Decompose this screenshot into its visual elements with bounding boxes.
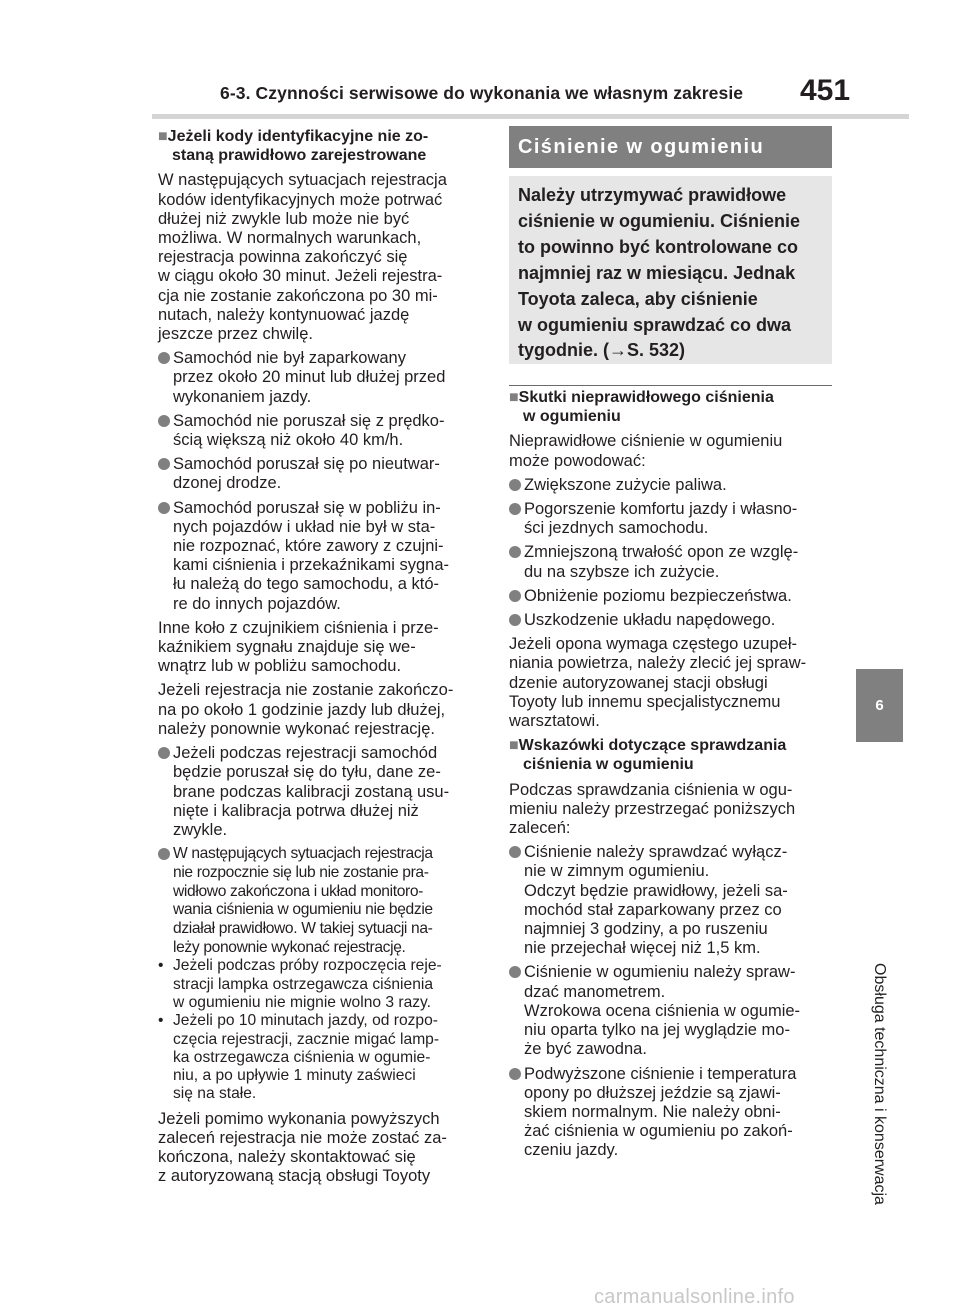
text-line: Ciśnienie należy sprawdzać wyłącz- — [524, 843, 788, 862]
text-line: działał prawidłowo. W takiej sytuacji na- — [173, 919, 433, 937]
text-line: Pogorszenie komfortu jazdy i własno- — [524, 500, 798, 519]
bullet-item — [158, 499, 480, 614]
text-line: ■Skutki nieprawidłowego ciśnienia — [509, 389, 774, 406]
text-line: Zwiększone zużycie paliwa. — [524, 475, 727, 494]
text-line: to powinno być kontrolowane co — [518, 236, 799, 257]
text-line: kaźnikiem sygnału znajduje się we- — [158, 638, 416, 657]
text-line: z autoryzowaną stacją obsługi Toyoty — [158, 1167, 431, 1186]
bullet-dot-icon — [509, 479, 521, 491]
text-line: Samochód poruszał się w pobliżu in- — [173, 498, 441, 517]
text-line: cja nie zostanie zakończona po 30 mi- — [158, 286, 438, 305]
text-line: przez około 20 minut lub dłużej przed — [173, 368, 446, 387]
text-line: ciśnienie w ogumieniu. Ciśnienie — [518, 210, 801, 231]
bullet-dot-icon — [509, 966, 521, 978]
right-column — [509, 388, 832, 1166]
intro-box — [509, 176, 832, 364]
text-line: niu, a po upływie 1 minuty zaświeci — [173, 1067, 416, 1085]
paragraph — [158, 619, 480, 677]
subheading — [509, 736, 832, 774]
square-bullet-icon: ■ — [509, 737, 519, 755]
text-line: zwykle. — [173, 820, 228, 839]
text-line: kami ciśnienia i przekaźnikami sygna- — [173, 556, 450, 575]
text-line: Uszkodzenie układu napędowego. — [524, 611, 776, 630]
paragraph — [158, 1110, 480, 1187]
sub-bullet-item — [158, 1012, 480, 1103]
paragraph — [158, 171, 480, 344]
paragraph — [509, 432, 832, 470]
section-title-band: Ciśnienie w ogumieniu — [509, 126, 832, 168]
text-line: będzie poruszał się do tyłu, dane ze- — [173, 763, 441, 782]
text-line: Jeżeli podczas rejestracji samochód — [173, 744, 438, 763]
text-line: kończona, należy skontaktować się — [158, 1148, 416, 1167]
text-line: brane podczas kalibracji zostaną usu- — [173, 782, 450, 801]
text-line: leży ponownie wykonać rejestrację. — [173, 938, 406, 956]
text-line: Ciśnienie w ogumieniu należy spraw- — [524, 963, 796, 982]
text-line: stracji lampka ostrzegawcza ciśnienia — [173, 975, 433, 993]
page-number: 451 — [800, 74, 851, 107]
bullet-item — [509, 843, 832, 958]
text-line: mieniu należy przestrzegać poniższych — [509, 799, 796, 818]
text-line: wykonaniem jazdy. — [173, 387, 312, 406]
sub-bullet-item — [158, 957, 480, 1012]
text-line: nutach, należy kontynuować jazdę — [158, 305, 410, 324]
text-line: w ogumieniu — [523, 408, 621, 426]
bullet-dot-icon — [158, 458, 170, 470]
bullet-dot-icon — [158, 502, 170, 514]
text-line: ka ostrzegawcza ciśnienia w ogumie- — [173, 1048, 431, 1066]
bullet-dot-icon — [509, 546, 521, 558]
paragraph — [509, 781, 832, 839]
text-line: mochód stał zaparkowany przez co — [524, 900, 782, 919]
text-line: ciśnienia w ogumieniu — [523, 756, 694, 774]
text-line: Jeżeli opona wymaga częstego uzupeł- — [509, 635, 798, 654]
text-line: częcia rejestracji, zacznie migać lamp- — [173, 1030, 440, 1048]
text-line: ści jezdnych samochodu. — [524, 519, 709, 538]
text-line: dzenie autoryzowanej stacji obsługi — [509, 673, 768, 692]
text-line: nie przejechał więcej niż 1,5 km. — [524, 939, 761, 958]
bullet-item — [158, 845, 480, 957]
text-line: rejestracja powinna zakończyć się — [158, 248, 408, 267]
text-line: Zmniejszoną trwałość opon ze wzglę- — [524, 543, 799, 562]
bullet-dot-icon — [509, 1068, 521, 1080]
bullet-dot-icon — [509, 503, 521, 515]
text-line: najmniej raz w miesiącu. Jednak — [518, 262, 796, 283]
text-line: może powodować: — [509, 451, 646, 470]
text-line: Toyoty lub innemu specjalistycznemu — [509, 692, 781, 711]
bullet-item — [509, 500, 832, 538]
text-line: Należy utrzymywać prawidłowe — [518, 185, 787, 205]
text-line: tygodnie. (→S. 532) — [518, 340, 686, 361]
bullet-dot-icon — [158, 848, 170, 860]
text-line: Inne koło z czujnikiem ciśnienia i prze- — [158, 618, 439, 637]
bullet-dot-icon — [158, 747, 170, 759]
bullet-item — [158, 412, 480, 450]
bullet-item — [509, 587, 832, 606]
chapter-side-label: Obsługa techniczna i konserwacja — [871, 963, 888, 1205]
bullet-item — [509, 963, 832, 1059]
text-line: dłużej niż zwykle lub może nie być — [158, 209, 410, 228]
small-bullet-icon: • — [158, 957, 164, 975]
text-line: Podwyższone ciśnienie i temperatura — [524, 1064, 797, 1083]
text-line: dzonej drodze. — [173, 474, 282, 493]
text-line: na po około 1 godzinie jazdy lub dłużej, — [158, 700, 446, 719]
text-line: Samochód nie był zaparkowany — [173, 349, 406, 368]
text-line: wnątrz lub w pobliżu samochodu. — [158, 657, 402, 676]
text-line: nie w zimnym ogumieniu. — [524, 862, 710, 881]
text-line: dzać manometrem. — [524, 982, 666, 1001]
text-line: widłowo zakończona i układ monitoro- — [173, 882, 424, 900]
text-line: zaleceń: — [509, 819, 571, 838]
text-line: Nieprawidłowe ciśnienie w ogumieniu — [509, 432, 783, 451]
square-bullet-icon: ■ — [158, 128, 168, 145]
text-line: re do innych pojazdów. — [173, 594, 341, 613]
text-line: w ogumieniu nie mignie wolno 3 razy. — [173, 993, 432, 1011]
text-line: w ogumieniu sprawdzać co dwa — [518, 314, 792, 335]
text-line: niu oparta tylko na jej wyglądzie mo- — [524, 1021, 790, 1040]
text-line: w ciągu około 30 minut. Jeżeli rejestra- — [158, 267, 443, 286]
text-line: Odczyt będzie prawidłowy, jeżeli sa- — [524, 881, 788, 900]
text-line: wania ciśnienia w ogumieniu nie będzie — [173, 901, 433, 919]
text-line: nie rozpoznać, które zawory z czujni- — [173, 537, 444, 556]
text-line: opony po dłuższej jeździe są zjawi- — [524, 1083, 781, 1102]
text-line: kodów identyfikacyjnych może potrwać — [158, 190, 443, 209]
text-line: łu należą do tego samochodu, a któ- — [173, 575, 440, 594]
bullet-item — [509, 543, 832, 581]
text-line: Jeżeli rejestracja nie zostanie zakończo- — [158, 681, 454, 700]
text-line: Jeżeli pomimo wykonania powyższych — [158, 1109, 440, 1128]
subheading — [158, 127, 480, 165]
text-line: Samochód poruszał się po nieutwar- — [173, 455, 440, 474]
text-line: należy ponownie wykonać rejestrację. — [158, 719, 435, 738]
bullet-dot-icon — [509, 846, 521, 858]
paragraph — [158, 681, 480, 739]
text-line: Jeżeli po 10 minutach jazdy, od rozpo- — [173, 1012, 438, 1030]
text-line: Obniżenie poziomu bezpieczeństwa. — [524, 586, 792, 605]
text-line: W następujących sytuacjach rejestracja — [173, 845, 433, 863]
text-line: ■Wskazówki dotyczące sprawdzania — [509, 737, 787, 755]
text-line: warsztatowi. — [509, 712, 600, 731]
bullet-dot-icon — [509, 590, 521, 602]
bullet-dot-icon — [158, 415, 170, 427]
text-line: niania powietrza, należy zlecić jej spraw- — [509, 654, 807, 673]
section-header-title: 6-3. Czynności serwisowe do wykonania we własnym zakresie — [220, 83, 744, 103]
text-line: że być zawodna. — [524, 1040, 647, 1059]
bullet-item — [509, 476, 832, 495]
chapter-tab — [856, 669, 903, 742]
text-line: zaleceń rejestracja nie może zostać za- — [158, 1128, 447, 1147]
paragraph — [509, 635, 832, 731]
bullet-item — [158, 744, 480, 840]
text-line: się na stałe. — [173, 1085, 257, 1103]
text-line: jeszcze przez chwilę. — [158, 325, 313, 344]
text-line: nięte i kalibracja potrwa dłużej niż — [173, 801, 419, 820]
text-line: Wzrokowa ocena ciśnienia w ogumie- — [524, 1001, 801, 1020]
text-line: żać ciśnienia w ogumieniu po zakoń- — [524, 1122, 793, 1141]
bullet-item — [158, 455, 480, 493]
text-line: nie rozpocznie się lub nie zostanie pra- — [173, 863, 429, 881]
square-bullet-icon: ■ — [509, 389, 519, 406]
bullet-dot-icon — [158, 352, 170, 364]
text-line: najmniej 3 godziny, a po ruszeniu — [524, 920, 768, 939]
text-line: ■Jeżeli kody identyfikacyjne nie zo- — [158, 128, 429, 145]
subheading — [509, 388, 832, 426]
watermark-text: carmanualsonline.info — [594, 1286, 795, 1308]
text-line: możliwa. W normalnych warunkach, — [158, 229, 422, 248]
bullet-item — [509, 611, 832, 630]
text-line: du na szybsze ich zużycie. — [524, 562, 720, 581]
bullet-item — [158, 349, 480, 407]
bullet-dot-icon — [509, 614, 521, 626]
text-line: W następujących sytuacjach rejestracja — [158, 171, 447, 190]
text-line: Toyota zaleca, aby ciśnienie — [518, 288, 758, 309]
text-line: nych pojazdów i układ nie był w sta- — [173, 517, 436, 536]
bullet-item — [509, 1065, 832, 1161]
header-divider — [152, 114, 909, 119]
text-line: Podczas sprawdzania ciśnienia w ogu- — [509, 780, 793, 799]
small-bullet-icon: • — [158, 1012, 164, 1030]
text-line: Jeżeli podczas próby rozpoczęcia reje- — [173, 957, 442, 975]
text-line: czeniu jazdy. — [524, 1141, 619, 1160]
left-column — [158, 127, 480, 1192]
chapter-number: 6 — [875, 697, 884, 714]
text-line: skiem normalnym. Nie należy obni- — [524, 1102, 781, 1121]
text-line: ścią większą niż około 40 km/h. — [173, 431, 404, 450]
text-line: Samochód nie poruszał się z prędko- — [173, 411, 445, 430]
column-divider — [509, 385, 832, 386]
text-line: staną prawidłowo zarejestrowane — [172, 147, 427, 165]
